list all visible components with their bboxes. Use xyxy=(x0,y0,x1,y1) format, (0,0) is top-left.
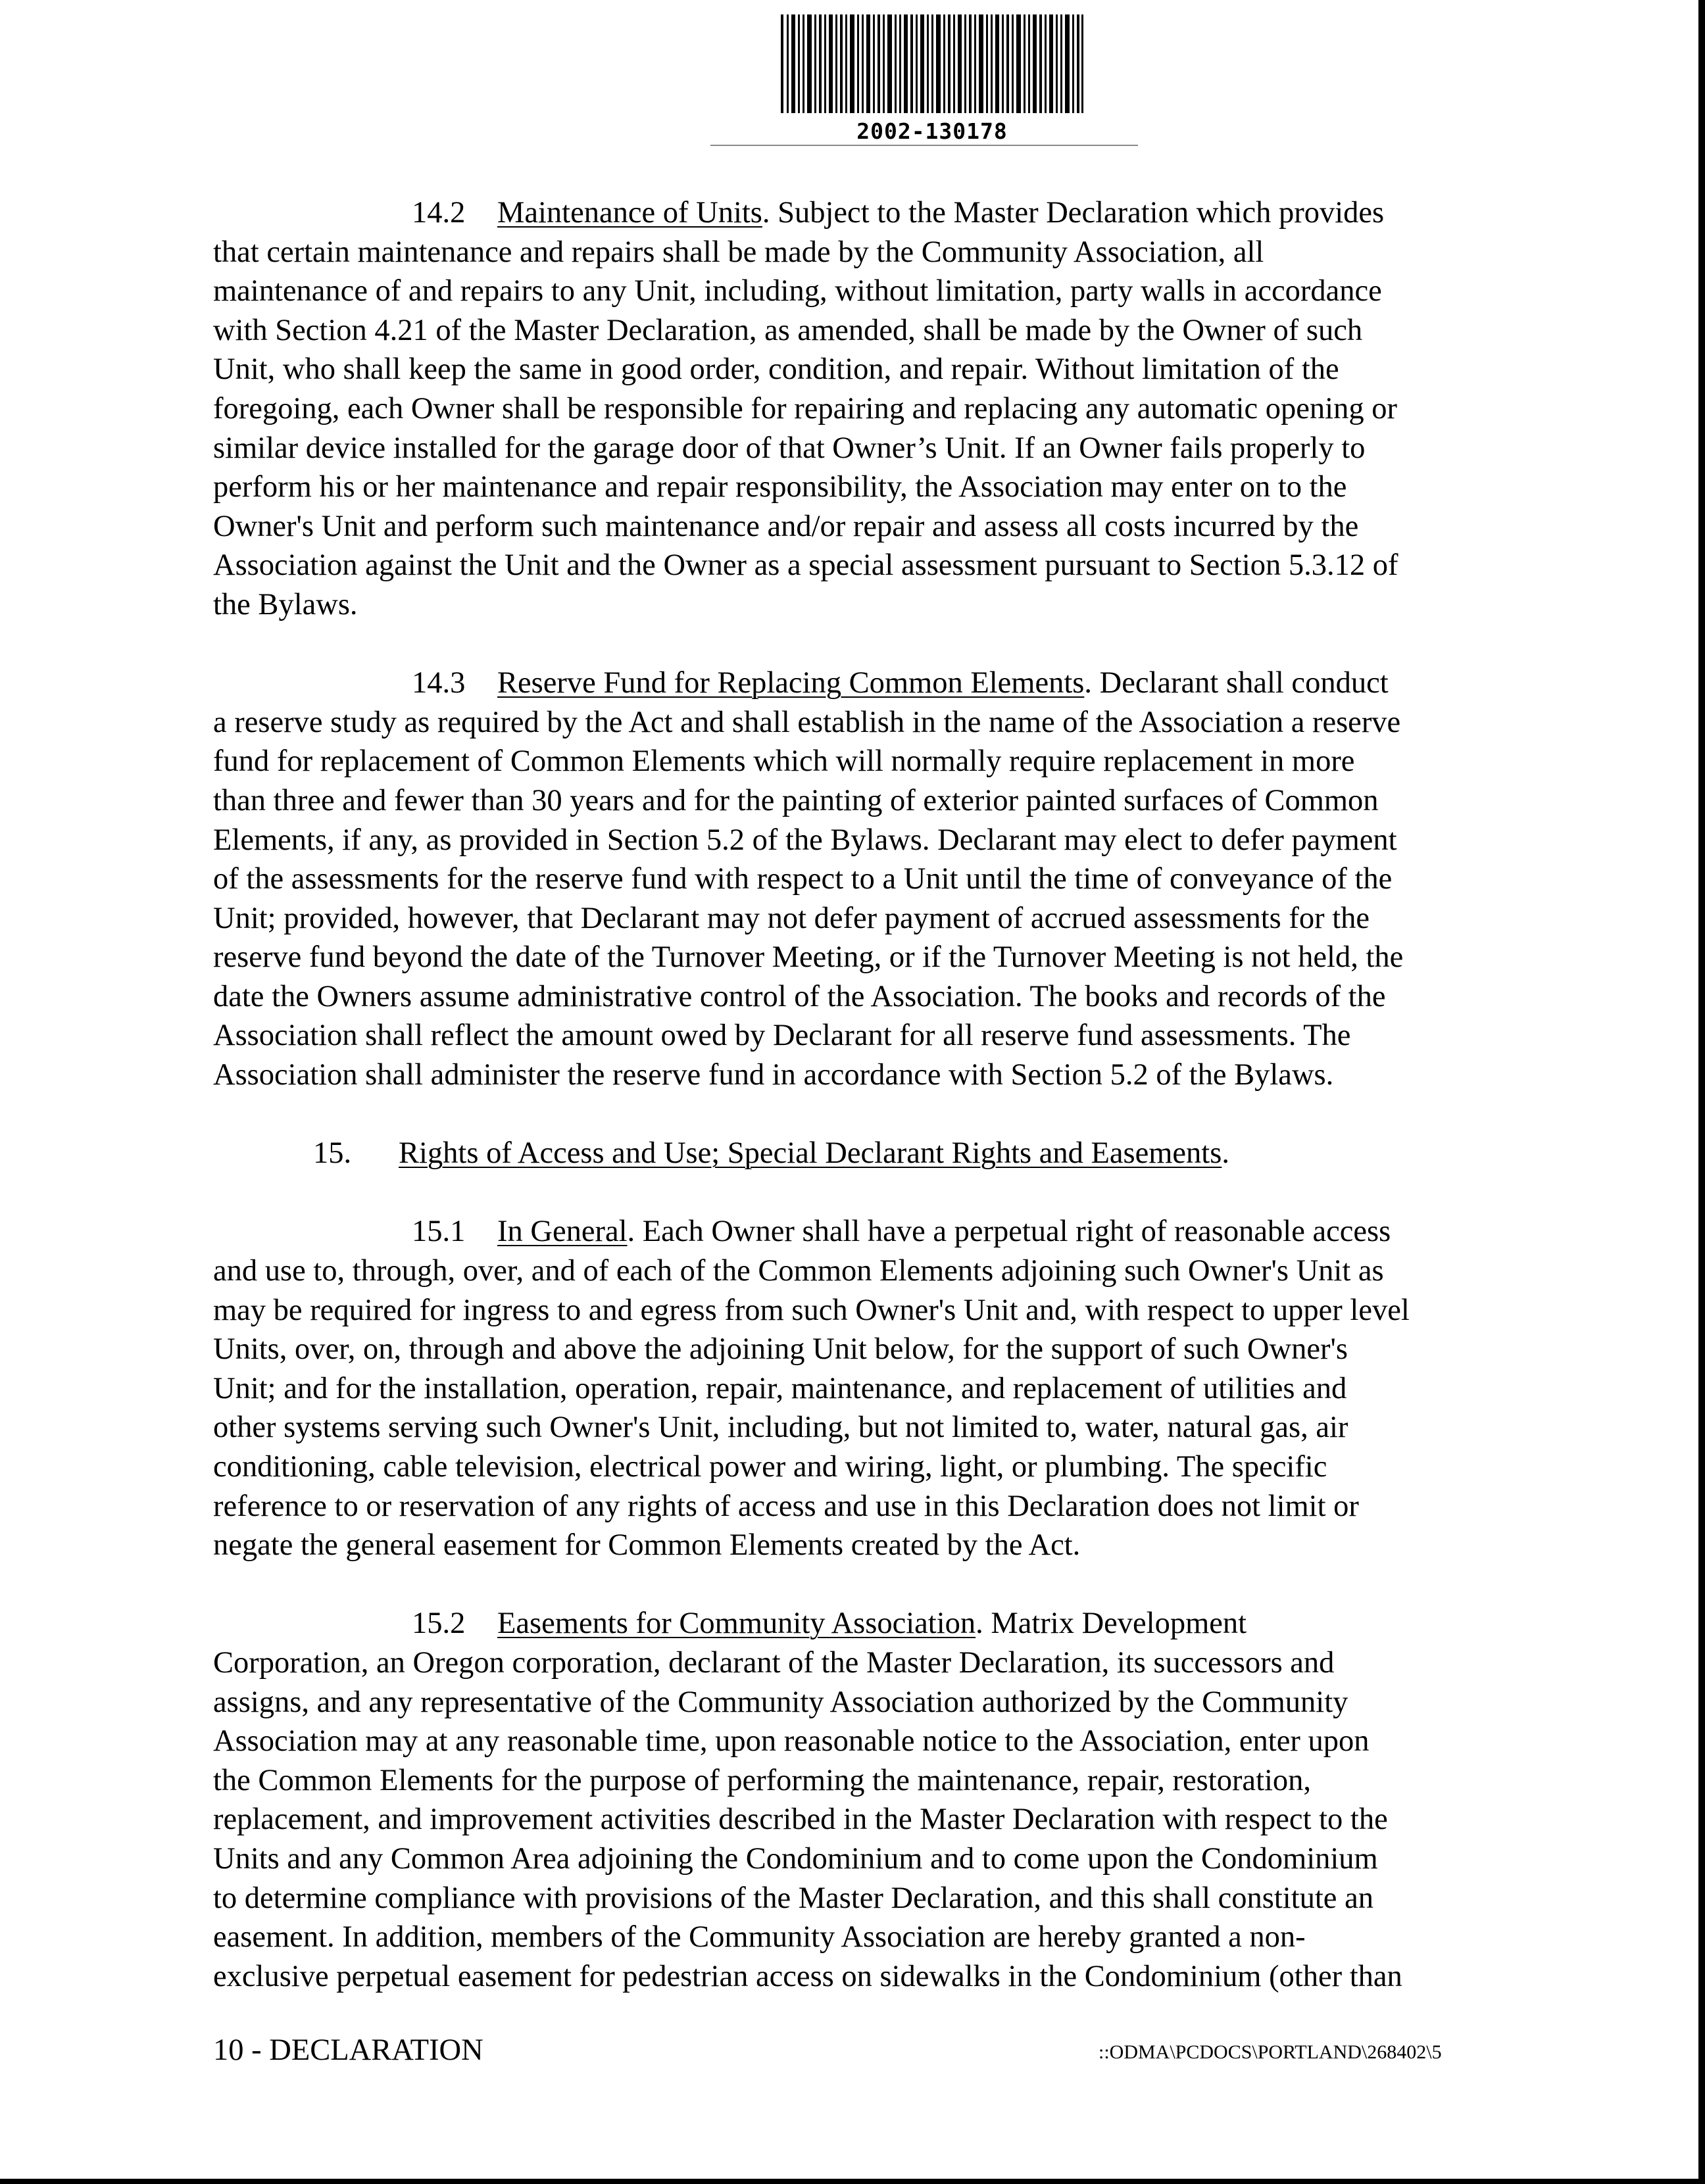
section-line: conditioning, cable television, electrical power and wiring, light, or plumbing. The specific xyxy=(213,1450,1327,1484)
section-line: reference to or reservation of any rights of access and use in this Declaration does not limit or xyxy=(213,1489,1359,1523)
section-line: reserve fund beyond the date of the Turnover Meeting, or if the Turnover Meeting is not held, the xyxy=(213,940,1404,975)
section-line: . Matrix Development xyxy=(976,1607,1247,1641)
stamp-divider xyxy=(710,145,1138,146)
section-line: . Subject to the Master Declaration which provides xyxy=(762,196,1385,230)
section-line: Units, over, on, through and above the adjoining Unit below, for the support of such Owner's xyxy=(213,1332,1348,1367)
section-number: 15.2 xyxy=(412,1607,466,1641)
barcode-number: 2002-130178 xyxy=(856,118,1008,144)
section-15-2 xyxy=(213,1604,1489,1996)
section-line: . Each Owner shall have a perpetual right of reasonable access xyxy=(627,1215,1391,1249)
section-line: foregoing, each Owner shall be responsible for repairing and replacing any automatic opening or xyxy=(213,391,1397,425)
section-line: the Common Elements for the purpose of performing the maintenance, repair, restoration, xyxy=(213,1763,1312,1797)
section-line: that certain maintenance and repairs shall be made by the Community Association, all xyxy=(213,235,1264,269)
section-line: with Section 4.21 of the Master Declaration, as amended, shall be made by the Owner of such xyxy=(213,313,1363,347)
section-line: Owner's Unit and perform such maintenance and/or repair and assess all costs incurred by the xyxy=(213,509,1359,543)
section-line: Association shall reflect the amount owed by Declarant for all reserve fund assessments. The xyxy=(213,1019,1351,1053)
section-line: the Bylaws. xyxy=(213,587,358,621)
section-line: Unit; provided, however, that Declarant may not defer payment of accrued assessments for the xyxy=(213,901,1370,935)
section-line: than three and fewer than 30 years and for the painting of exterior painted surfaces of Common xyxy=(213,783,1379,817)
section-14-2 xyxy=(213,193,1489,625)
section-15-1 xyxy=(213,1212,1489,1565)
section-line: exclusive perpetual easement for pedestrian access on sidewalks in the Condominium (other than xyxy=(213,1959,1402,1993)
section-number: 15. xyxy=(313,1136,352,1171)
page-label: 10 - DECLARATION xyxy=(213,2033,483,2067)
section-title: Maintenance of Units xyxy=(497,196,762,230)
section-line: Association against the Unit and the Owner as a special assessment pursuant to Section 5.3.12 of xyxy=(213,548,1398,583)
section-line: a reserve study as required by the Act and shall establish in the name of the Association a reserve xyxy=(213,705,1401,739)
document-path: ::ODMA\PCDOCS\PORTLAND\268402\5 xyxy=(1099,2041,1442,2063)
section-line: Units and any Common Area adjoining the Condominium and to come upon the Condominium xyxy=(213,1841,1378,1876)
section-line: Elements, if any, as provided in Section 5.2 of the Bylaws. Declarant may elect to defer payment xyxy=(213,823,1397,857)
section-line: date the Owners assume administrative control of the Association. The books and records of the xyxy=(213,979,1386,1013)
section-line: Unit, who shall keep the same in good order, condition, and repair. Without limitation of the xyxy=(213,352,1339,387)
section-title: Rights of Access and Use; Special Declarant Rights and Easements xyxy=(399,1136,1222,1171)
section-title: Easements for Community Association xyxy=(497,1607,976,1641)
section-line: Association shall administer the reserve fund in accordance with Section 5.2 of the Bylaws. xyxy=(213,1058,1334,1092)
section-line: fund for replacement of Common Elements which will normally require replacement in more xyxy=(213,744,1355,779)
section-number: 15.1 xyxy=(412,1215,466,1249)
section-line: to determine compliance with provisions of the Master Declaration, and this shall constitute an xyxy=(213,1881,1373,1915)
section-line: Unit; and for the installation, operation, repair, maintenance, and replacement of utilities and xyxy=(213,1371,1347,1405)
section-14-3 xyxy=(213,664,1489,1095)
section-15-heading xyxy=(213,1134,1489,1173)
section-line: . Declarant shall conduct xyxy=(1084,666,1389,700)
section-line: Corporation, an Oregon corporation, declarant of the Master Declaration, its successors and xyxy=(213,1645,1335,1680)
document-body xyxy=(213,193,1489,1996)
section-line: perform his or her maintenance and repair responsibility, the Association may enter on to the xyxy=(213,470,1347,504)
section-line: similar device installed for the garage door of that Owner’s Unit. If an Owner fails properly to xyxy=(213,431,1366,465)
section-line: Association may at any reasonable time, upon reasonable notice to the Association, enter upon xyxy=(213,1724,1370,1759)
section-line: negate the general easement for Common Elements created by the Act. xyxy=(213,1528,1081,1563)
barcode-stamp xyxy=(781,14,1083,153)
section-title: In General xyxy=(497,1215,628,1249)
section-line: replacement, and improvement activities described in the Master Declaration with respect to the xyxy=(213,1803,1388,1837)
section-number: 14.3 xyxy=(412,666,466,700)
section-line: of the assessments for the reserve fund with respect to a Unit until the time of conveyance of the xyxy=(213,862,1393,896)
section-line: and use to, through, over, and of each of the Common Elements adjoining such Owner's Unit as xyxy=(213,1254,1384,1288)
section-line: maintenance of and repairs to any Unit, including, without limitation, party walls in accordance xyxy=(213,274,1382,308)
section-title: Reserve Fund for Replacing Common Elements xyxy=(497,666,1085,700)
section-line: . xyxy=(1222,1136,1229,1171)
section-line: easement. In addition, members of the Community Association are hereby granted a non- xyxy=(213,1920,1306,1954)
barcode-icon xyxy=(781,14,1083,113)
section-number: 14.2 xyxy=(412,196,466,230)
section-line: may be required for ingress to and egress from such Owner's Unit and, with respect to upper level xyxy=(213,1293,1410,1327)
section-line: other systems serving such Owner's Unit, including, but not limited to, water, natural gas, air xyxy=(213,1411,1348,1445)
section-line: assigns, and any representative of the Community Association authorized by the Community xyxy=(213,1685,1348,1719)
